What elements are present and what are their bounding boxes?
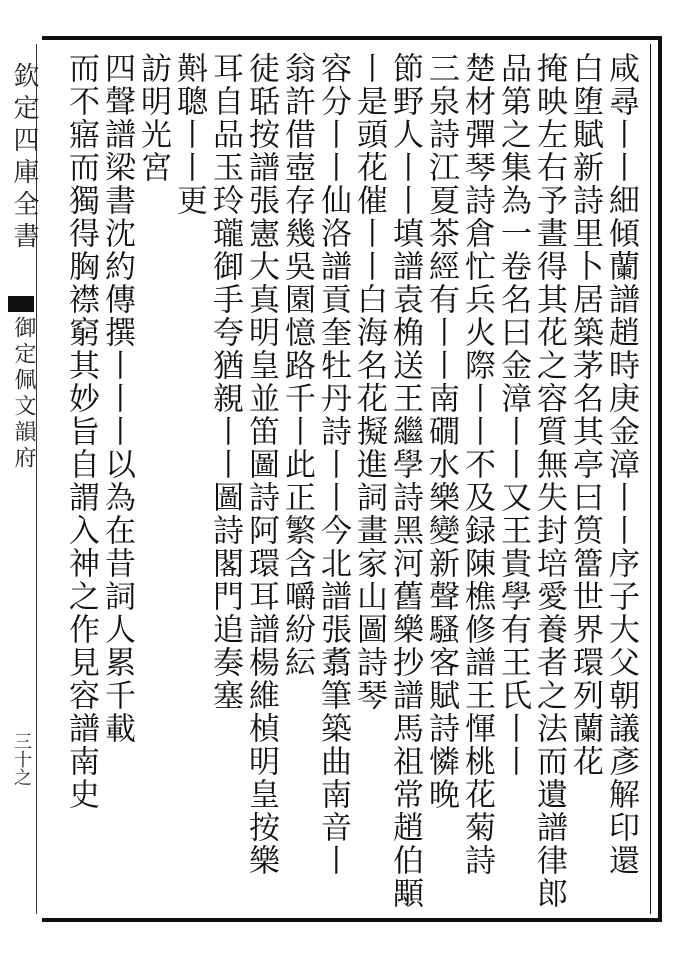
- text-column-7: 節野人丨丨填譜袁桷送王繼學詩黑河舊樂抄譜馬祖常趙伯顒: [387, 52, 423, 910]
- fishtail-mark: [8, 296, 34, 312]
- text-column-15: 四聲譜梁書沈約傳撰丨丨丨以為在昔詞人累千載: [99, 52, 135, 745]
- banxin-subtitle: 御定佩文韻府: [11, 316, 36, 472]
- text-column-10: 翁許借壺存幾吳園憶路千丨此正繁含嚼紛紜: [279, 52, 315, 679]
- text-column-11: 徒聒按譜張憲大真明皇並笛圖詩阿環耳譜楊維楨明皇按樂: [243, 52, 279, 877]
- text-column-5: 楚材彈琴詩倉忙兵火際丨丨不及録陳樵修譜王惲桃花菊詩: [459, 52, 495, 877]
- frame-inner-right-border: [650, 44, 651, 914]
- text-column-1: 咸尋丨丨細傾蘭譜趙時庚金漳丨丨序子大父朝議彥解印還: [603, 52, 639, 877]
- banxin-page-number: 三十之: [11, 732, 32, 786]
- frame-top-border: [42, 36, 662, 40]
- text-column-8: 丨是頭花催丨丨白海名花擬進詞畫家山圖詩琴: [351, 52, 387, 712]
- text-column-16: 而不寤而獨得胸襟窮其妙旨自謂入神之作見容譜南史: [63, 52, 99, 811]
- text-column-2: 白堕賦新詩里卜居築茅名其亭曰筼簹世界環列蘭花: [567, 52, 603, 778]
- frame-right-border: [658, 36, 662, 922]
- frame-bottom-border: [42, 918, 662, 922]
- text-column-13: 斢聰丨丨更: [171, 52, 207, 217]
- text-column-3: 掩映左右予晝得其花之容質無失封培愛養者之法而遺譜律郎: [531, 52, 567, 910]
- text-column-12: 耳自品玉玲瓏御手夸猶親丨丨圖詩閣門追奏塞: [207, 52, 243, 712]
- text-column-6: 三泉詩江夏茶經有丨丨南礀水樂變新聲騷客賦詩憐晚: [423, 52, 459, 811]
- text-column-14: 訪明光宮: [135, 52, 171, 184]
- banxin-title: 欽定四庫全書: [9, 62, 39, 254]
- text-column-4: 品第之集為一卷名曰金漳丨丨又王貴學有王氏丨丨: [495, 52, 531, 778]
- text-column-9: 容分丨丨仙洛譜貢奎牡丹詩丨丨今北譜張翥筆築曲南音丨: [315, 52, 351, 877]
